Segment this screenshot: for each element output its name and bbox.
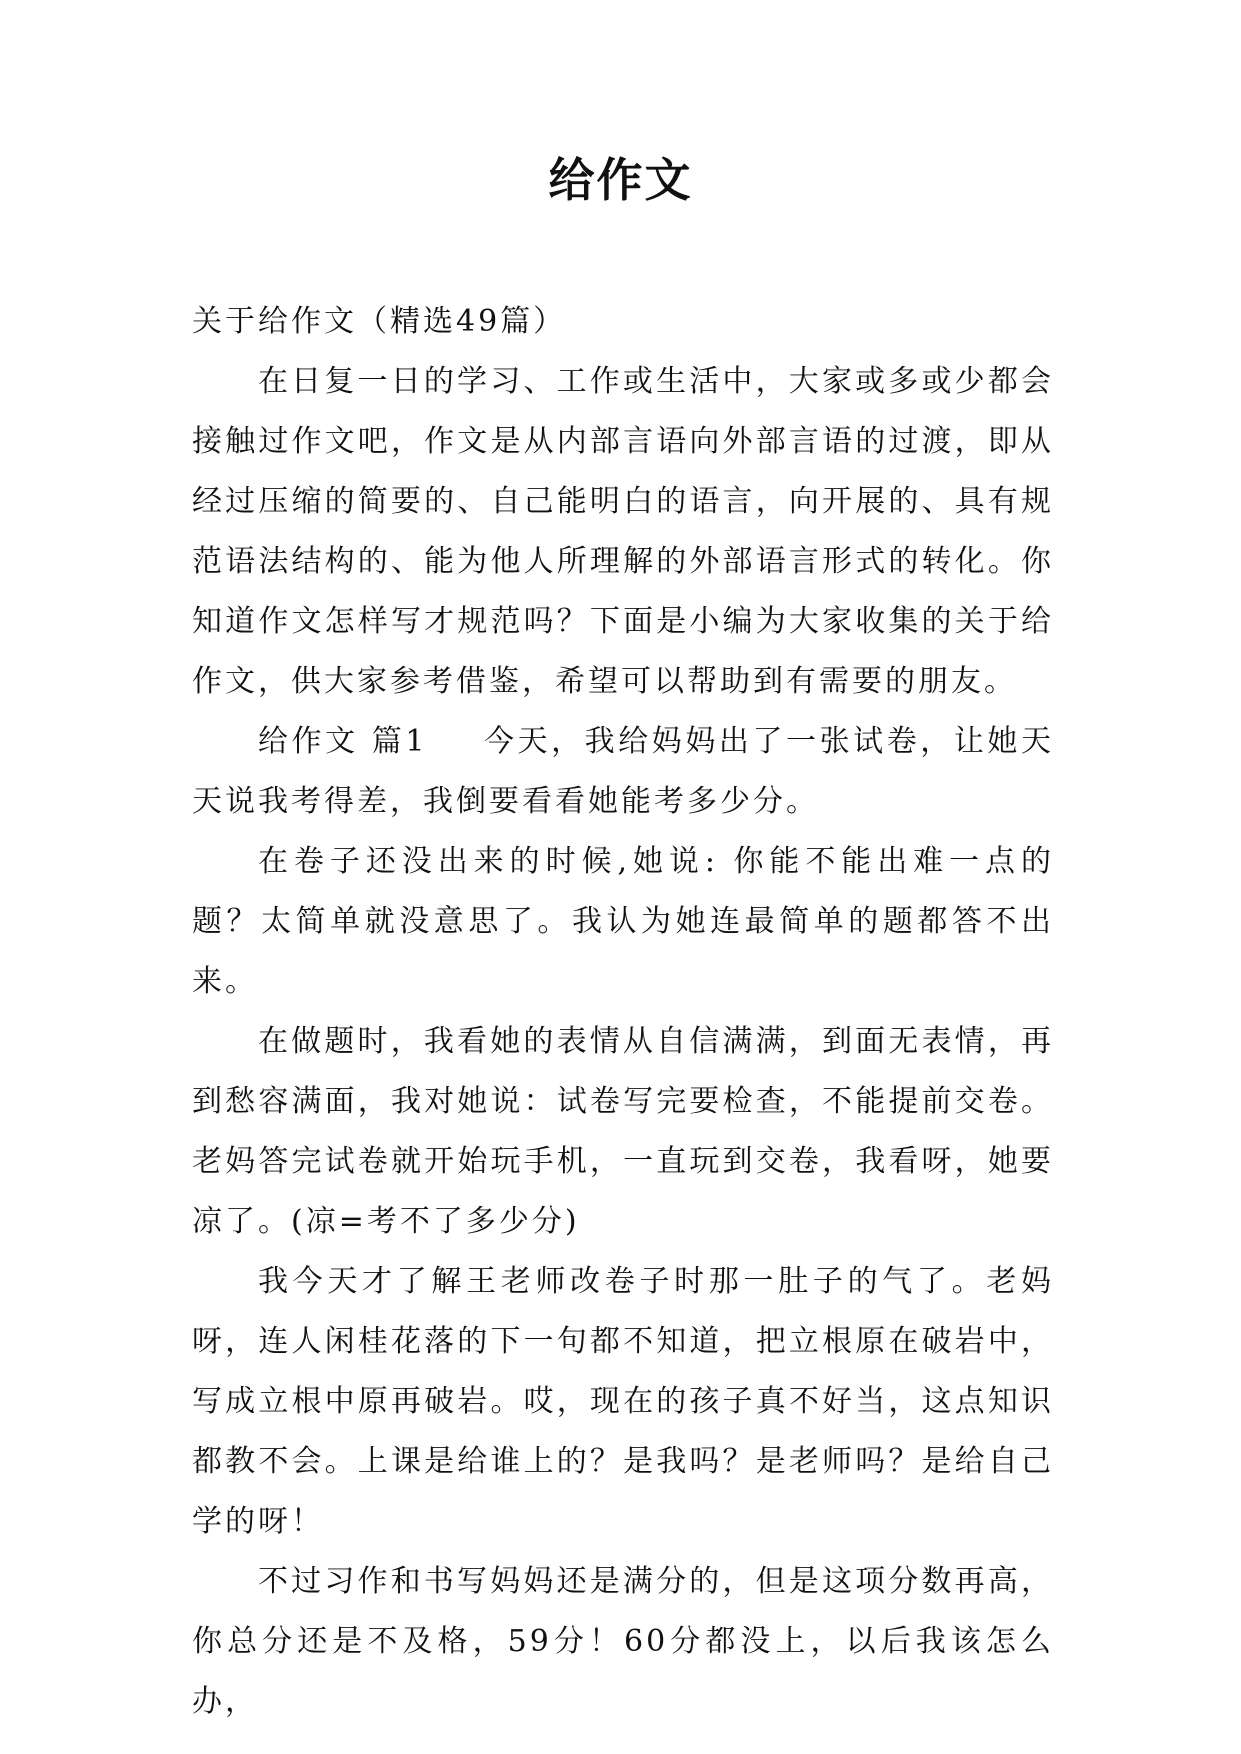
intro-paragraph: 在日复一日的学习、工作或生活中，大家或多或少都会接触过作文吧，作文是从内部言语向外部言语的过渡，即从经过压缩的简要的、自己能明白的语言，向开展的、具有规范语法结构的、能为他人所理解的外部语言形式的转化。你知道作文怎样写才规范吗？下面是小编为大家收集的关于给作文，供大家参考借鉴，希望可以帮助到有需要的朋友。	[192, 364, 1054, 699]
section-1-heading: 给作文 篇1	[258, 724, 428, 759]
document-body	[192, 292, 1054, 1732]
section-1-paragraph-4: 我今天才了解王老师改卷子时那一肚子的气了。老妈呀，连人闲桂花落的下一句都不知道，把立根原在破岩中，写成立根中原再破岩。哎，现在的孩子真不好当，这点知识都教不会。上课是给谁上的？是我吗？是老师吗？是给自己学的呀！	[192, 1264, 1054, 1539]
section-1-first-paragraph	[192, 712, 1054, 832]
section-1-paragraph-1: 今天，我给妈妈出了一张试卷，让她天天说我考得差，我倒要看看她能考多少分。	[192, 724, 1054, 819]
section-1-paragraph-3: 在做题时，我看她的表情从自信满满，到面无表情，再到愁容满面，我对她说：试卷写完要检查，不能提前交卷。老妈答完试卷就开始玩手机，一直玩到交卷，我看呀，她要凉了。(凉=考不了多少分)	[192, 1024, 1054, 1239]
document-title: 给作文	[548, 153, 693, 207]
document-subtitle: 关于给作文（精选49篇）	[192, 304, 567, 339]
section-1-paragraph-5: 不过习作和书写妈妈还是满分的，但是这项分数再高，你总分还是不及格，59分！60分都没上，以后我该怎么办，	[192, 1564, 1054, 1719]
section-1-paragraph-2: 在卷子还没出来的时候,她说: 你能不能出难一点的题？太简单就没意思了。我认为她连最简单的题都答不出来。	[192, 844, 1054, 999]
